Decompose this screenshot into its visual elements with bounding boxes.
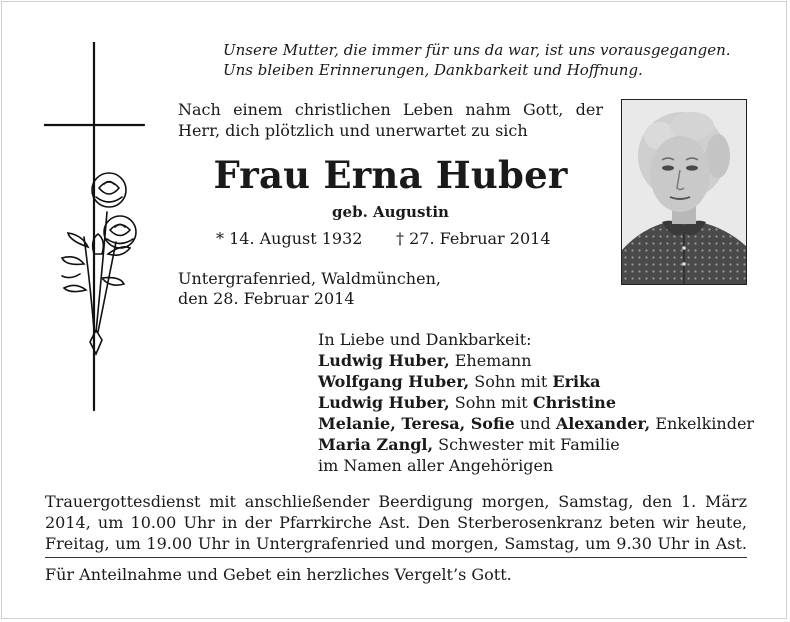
intro-line-1: Nach einem christlichen Leben nahm Gott, der — [178, 100, 603, 119]
list-item — [318, 371, 758, 392]
mourner-relation: Schwester mit Familie — [433, 435, 620, 454]
mourner-partner: Alexander, — [555, 414, 651, 433]
mourner-partner: Christine — [532, 393, 616, 412]
list-item — [318, 392, 758, 413]
service-line-3: Freitag, um 19.00 Uhr in Untergrafenried und morgen, Samstag, um 9.30 Uhr in Ast. — [45, 534, 747, 553]
intro-line-2: Herr, dich plötzlich und unerwartet zu sich — [178, 121, 528, 140]
mourner-relation: Ehemann — [449, 351, 532, 370]
list-item — [318, 434, 758, 455]
motto-line-1: Unsere Mutter, die immer für uns da war, ist uns vorausgegangen. — [223, 41, 731, 59]
date-line: den 28. Februar 2014 — [178, 289, 355, 308]
mourner-relation: Sohn mit — [469, 372, 553, 391]
mourner-name: Wolfgang Huber, — [318, 372, 470, 391]
maiden-name: geb. Augustin — [332, 203, 449, 221]
divider — [45, 557, 747, 558]
portrait-image — [622, 100, 746, 284]
motto-line-2: Uns bleiben Erinnerungen, Dankbarkeit und Hoffnung. — [223, 61, 643, 79]
portrait-photo — [621, 99, 747, 285]
list-item — [318, 413, 758, 434]
mourner-relation: und — [514, 414, 556, 433]
birth-date: * 14. August 1932 — [216, 229, 363, 248]
mourners-heading: In Liebe und Dankbarkeit: — [318, 330, 532, 349]
mourners-closing: im Namen aller Angehörigen — [318, 456, 554, 475]
deceased-name: Frau Erna Huber — [213, 153, 568, 197]
mourner-name: Melanie, Teresa, Sofie — [318, 414, 515, 433]
place-and-date — [178, 269, 578, 309]
thanks-line: Für Anteilnahme und Gebet ein herzliches Vergelt’s Gott. — [45, 565, 512, 584]
intro-text — [178, 99, 603, 141]
mourners-list — [318, 329, 758, 476]
list-item — [318, 350, 758, 371]
mourner-name: Maria Zangl, — [318, 435, 434, 454]
place-line: Untergrafenried, Waldmünchen, — [178, 269, 441, 288]
mourner-rest: Enkelkinder — [650, 414, 755, 433]
cross-with-roses-icon — [44, 42, 154, 414]
funeral-service-text — [45, 491, 747, 554]
service-line-1: Trauergottesdienst mit anschließender Beerdigung morgen, Samstag, den 1. März — [45, 492, 747, 511]
service-line-2: 2014, um 10.00 Uhr in der Pfarrkirche Ast. Den Sterberosenkranz beten wir heute, — [45, 513, 747, 532]
mourner-partner: Erika — [552, 372, 601, 391]
mourner-name: Ludwig Huber, — [318, 393, 450, 412]
motto — [223, 40, 773, 80]
mourner-name: Ludwig Huber, — [318, 351, 450, 370]
death-date: † 27. Februar 2014 — [396, 229, 551, 248]
mourner-relation: Sohn mit — [449, 393, 533, 412]
